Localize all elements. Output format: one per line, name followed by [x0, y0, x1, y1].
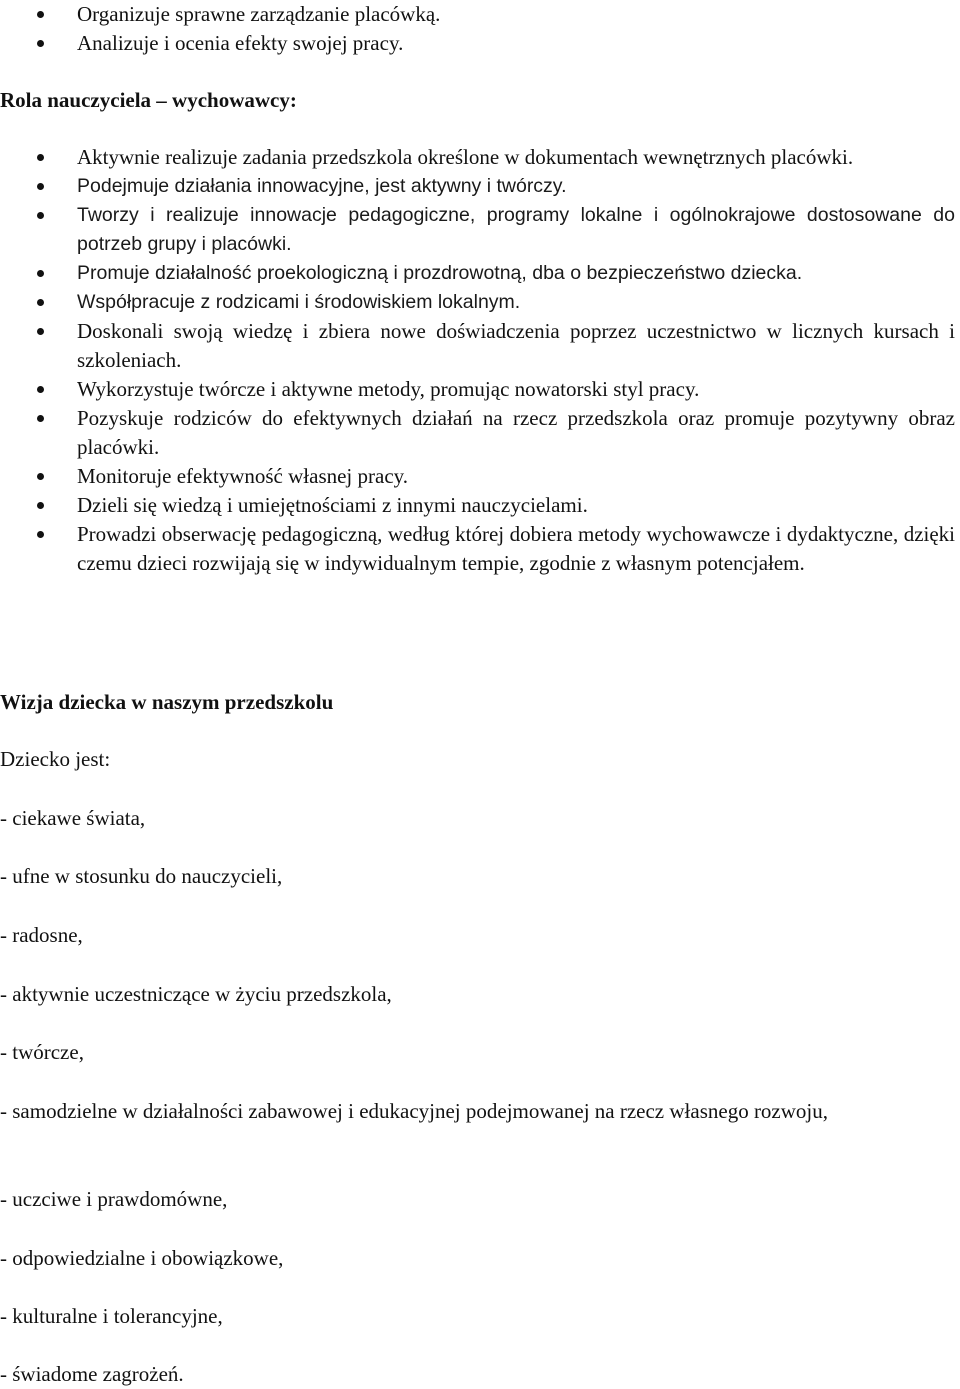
- list-item-text: Pozyskuje rodziców do efektywnych działań na rzecz przedszkola oraz promuje pozytywny obraz placówki.: [77, 406, 955, 459]
- list-item-text: Wykorzystuje twórcze i aktywne metody, promując nowatorski styl pracy.: [77, 377, 700, 401]
- list-item: [0, 172, 955, 201]
- role-heading: Rola nauczyciela – wychowawcy:: [0, 88, 297, 112]
- child-trait: - świadome zagrożeń.: [0, 1362, 184, 1386]
- list-item-text: Analizuje i ocenia efekty swojej pracy.: [77, 31, 404, 55]
- bullet-icon: [37, 415, 44, 422]
- list-item-text: Monitoruje efektywność własnej pracy.: [77, 464, 409, 488]
- list-item: [0, 259, 955, 288]
- child-trait: - kulturalne i tolerancyjne,: [0, 1304, 223, 1328]
- list-item-text: Współpracuje z rodzicami i środowiskiem lokalnym.: [77, 291, 521, 313]
- list-item: [0, 29, 955, 58]
- bullet-icon: [37, 11, 44, 18]
- list-item: [0, 462, 955, 491]
- bullet-icon: [37, 502, 44, 509]
- intro-bullet-list: [0, 0, 955, 58]
- bullet-icon: [37, 40, 44, 47]
- bullet-icon: [37, 473, 44, 480]
- list-item: [0, 317, 955, 375]
- list-item: [0, 143, 955, 172]
- child-trait: - ufne w stosunku do nauczycieli,: [0, 864, 283, 888]
- child-trait: - odpowiedzialne i obowiązkowe,: [0, 1246, 284, 1270]
- list-item-text: Dzieli się wiedzą i umiejętnościami z innymi nauczycielami.: [77, 493, 588, 517]
- list-item: [0, 0, 955, 29]
- list-item-text: Doskonali swoją wiedzę i zbiera nowe doświadczenia poprzez uczestnictwo w licznych kursach i szkoleniach.: [77, 319, 955, 372]
- child-trait: - radosne,: [0, 923, 83, 947]
- child-trait: - twórcze,: [0, 1040, 84, 1064]
- role-bullet-list: [0, 143, 955, 578]
- bullet-icon: [37, 270, 44, 277]
- child-trait: - uczciwe i prawdomówne,: [0, 1187, 228, 1211]
- bullet-icon: [37, 299, 44, 306]
- list-item: [0, 288, 955, 317]
- bullet-icon: [37, 531, 44, 538]
- child-trait: - samodzielne w działalności zabawowej i edukacyjnej podejmowanej na rzecz własnego rozwoju,: [0, 1099, 829, 1123]
- child-intro: Dziecko jest:: [0, 747, 111, 771]
- list-item-text: Organizuje sprawne zarządzanie placówką.: [77, 2, 441, 26]
- child-trait: - ciekawe świata,: [0, 806, 146, 830]
- bullet-icon: [37, 212, 44, 219]
- list-item-text: Promuje działalność proekologiczną i prozdrowotną, dba o bezpieczeństwo dziecka.: [77, 262, 803, 284]
- list-item-text: Tworzy i realizuje innowacje pedagogiczne, programy lokalne i ogólnokrajowe dostosowane do potrzeb grupy i placówki.: [77, 204, 955, 255]
- list-item: [0, 404, 955, 462]
- bullet-icon: [37, 328, 44, 335]
- list-item: [0, 375, 955, 404]
- list-item: [0, 201, 955, 259]
- bullet-icon: [37, 154, 44, 161]
- list-item-text: Podejmuje działania innowacyjne, jest aktywny i twórczy.: [77, 175, 567, 197]
- vision-heading: Wizja dziecka w naszym przedszkolu: [0, 690, 334, 714]
- list-item-text: Prowadzi obserwację pedagogiczną, według której dobiera metody wychowawcze i dydaktyczne, dzięki czemu dzieci rozwijają się w indywidualnym tempie, zgodnie z własnym potencjałem.: [77, 522, 955, 575]
- child-trait: - aktywnie uczestniczące w życiu przedszkola,: [0, 982, 392, 1006]
- list-item-text: Aktywnie realizuje zadania przedszkola określone w dokumentach wewnętrznych placówki.: [77, 145, 854, 169]
- list-item: [0, 520, 955, 578]
- bullet-icon: [37, 183, 44, 190]
- list-item: [0, 491, 955, 520]
- bullet-icon: [37, 386, 44, 393]
